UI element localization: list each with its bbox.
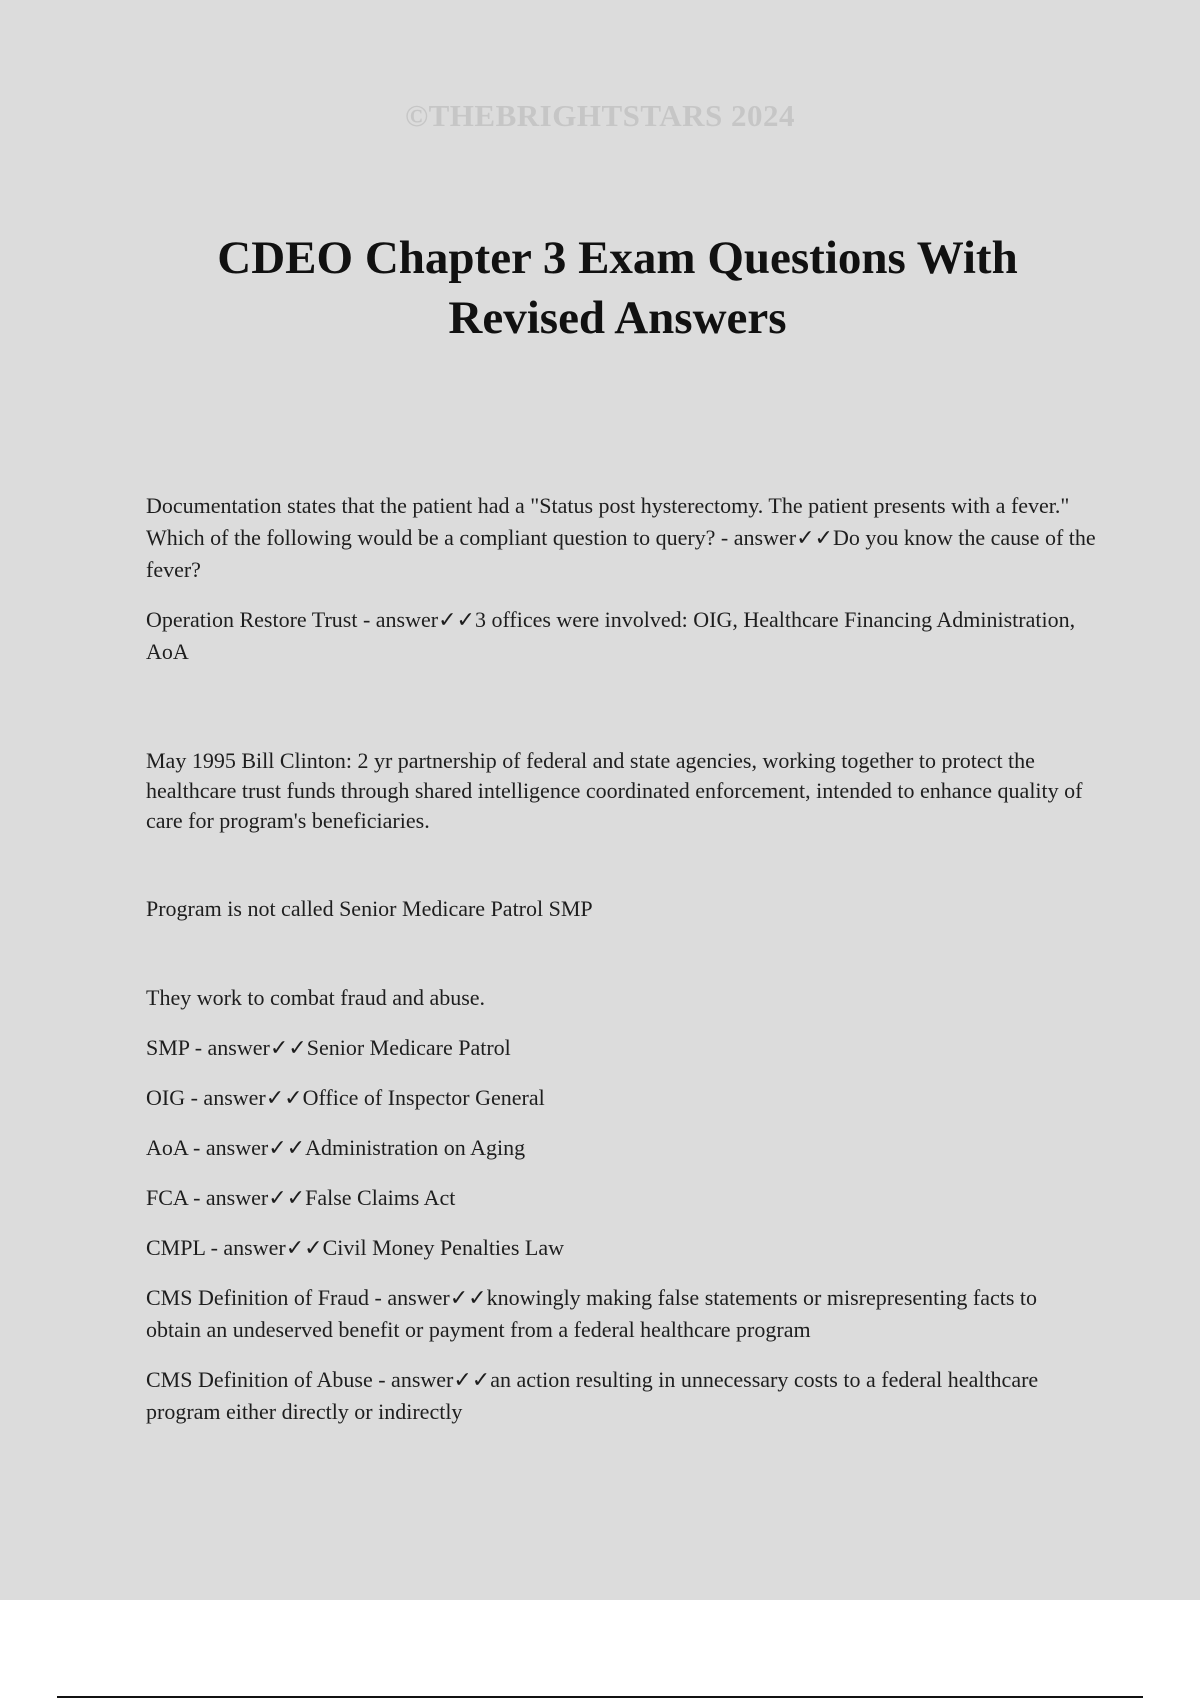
qa-term: OIG - answer: [146, 1085, 266, 1110]
qa-term: CMS Definition of Abuse - answer: [146, 1367, 454, 1392]
check-icon: ✓✓: [449, 1285, 487, 1310]
qa-term: SMP - answer: [146, 1035, 270, 1060]
qa-answer: knowingly making false statements or misrepresenting facts to obtain an undeserved benefit or payment from a federal healthcare program: [146, 1285, 1038, 1342]
paragraph: Program is not called Senior Medicare Patrol SMP: [146, 896, 593, 921]
qa-entry: [146, 1282, 1096, 1346]
document-body: [146, 490, 1096, 1446]
qa-entry: [146, 1232, 1096, 1264]
spacer: [146, 686, 1096, 746]
qa-entry: [146, 604, 1096, 668]
qa-entry: [146, 1082, 1096, 1114]
document-title: CDEO Chapter 3 Exam Questions With Revised Answers: [217, 232, 1018, 344]
qa-entry: [146, 1032, 1096, 1064]
qa-entry: [146, 1182, 1096, 1214]
qa-term: Documentation states that the patient had a "Status post hysterectomy. The patient presents with a fever." Which of the following would be a compliant question to query? - answer: [146, 493, 1070, 550]
check-icon: ✓✓: [796, 525, 833, 550]
qa-entry: [146, 490, 1096, 586]
check-icon: ✓✓: [438, 607, 475, 632]
qa-term: CMS Definition of Fraud - answer: [146, 1285, 450, 1310]
qa-answer: Administration on Aging: [305, 1135, 526, 1160]
paragraph: May 1995 Bill Clinton: 2 yr partnership of federal and state agencies, working together to protect the healthcare trust funds through shared intelligence coordinated enforcement, intended to enhance quality of care for program's beneficiaries.: [146, 748, 1083, 833]
spacer: [146, 836, 1096, 894]
spacer: [146, 924, 1096, 982]
qa-answer: Office of Inspector General: [302, 1085, 545, 1110]
qa-answer: 3 offices were involved: OIG, Healthcare Financing Administration, AoA: [146, 607, 1076, 664]
qa-term: Operation Restore Trust - answer: [146, 607, 439, 632]
qa-term: AoA - answer: [146, 1135, 269, 1160]
qa-answer: Senior Medicare Patrol: [306, 1035, 511, 1060]
qa-answer: an action resulting in unnecessary costs to a federal healthcare program either directly or indirectly: [146, 1367, 1039, 1424]
qa-term: CMPL - answer: [146, 1235, 286, 1260]
qa-answer: Do you know the cause of the fever?: [146, 525, 1096, 582]
check-icon: ✓✓: [285, 1235, 323, 1260]
qa-answer: False Claims Act: [305, 1185, 456, 1210]
qa-entry: [146, 1364, 1096, 1428]
qa-term: FCA - answer: [146, 1185, 269, 1210]
qa-answer: Civil Money Penalties Law: [322, 1235, 564, 1260]
qa-entry: [146, 1132, 1096, 1164]
check-icon: ✓✓: [268, 1135, 306, 1160]
page-divider: [57, 1696, 1143, 1698]
check-icon: ✓✓: [453, 1367, 491, 1392]
check-icon: ✓✓: [269, 1035, 307, 1060]
check-icon: ✓✓: [265, 1085, 303, 1110]
paragraph: They work to combat fraud and abuse.: [146, 985, 486, 1010]
watermark: ©THEBRIGHTSTARS 2024: [404, 98, 796, 133]
check-icon: ✓✓: [268, 1185, 306, 1210]
